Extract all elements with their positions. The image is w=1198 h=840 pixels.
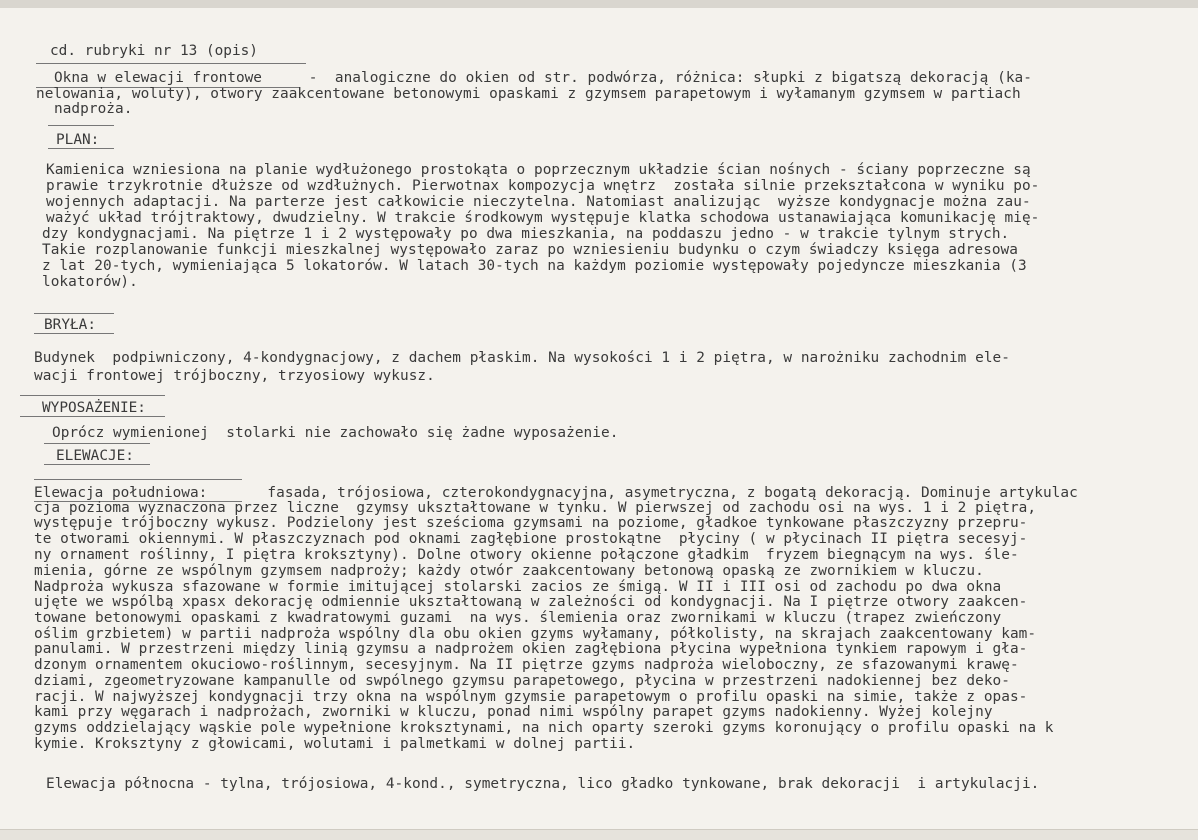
elewacje-line: te otworami okiennymi. W płaszczyznach pod oknami zagłębione prostokątne płyciny ( w płycinach II piętra secesyj-	[34, 531, 1028, 547]
plan-line: Kamienica wzniesiona na planie wydłużonego prostokąta o poprzecznym układzie ścian nośnych - ściany poprzeczne są	[46, 162, 1031, 178]
bryla-overline	[34, 313, 114, 314]
okna-line: nelowania, woluty), otwory zaakcentowane betonowymi opaskami z gzymsem parapetowym i wyłamanym gzymsem w partiach	[36, 86, 1021, 102]
document-header: cd. rubryki nr 13 (opis)	[50, 43, 258, 59]
okna-line: - analogiczne do okien od str. podwórza, różnica: słupki z bigatszą dekoracją (ka-	[300, 70, 1032, 86]
elewacje-line: mienia, górne ze wspólnym gzymsem nadproży; każdy otwór zaakcentowany betonową opaską ze zwornikiem w kluczu.	[34, 563, 984, 579]
plan-overline	[48, 125, 114, 126]
plan-line: z lat 20-tych, wymieniająca 5 lokatorów. W latach 30-tych na każdym poziomie występowały pojedyncze mieszkania (3	[42, 258, 1027, 274]
elewacje-line: ujęte we wspólbą xpasx dekorację odmiennie ukształtowaną w zależności od kondygnacji. Na I piętrze otwory zaakcen-	[34, 594, 1028, 610]
bryla-line: wacji frontowej trójboczny, trzyosiowy wykusz.	[34, 368, 435, 384]
wyposazenie-title: WYPOSAŻENIE:	[42, 400, 146, 416]
plan-line: prawie trzykrotnie dłuższe od wzdłużnych. Pierwotnax kompozycja wnętrz została silnie przekształcona w wyniku po-	[46, 178, 1040, 194]
elewacje-line: kymie. Kroksztyny z głowicami, wolutami i palmetkami w dolnej partii.	[34, 736, 636, 752]
page-top-edge	[0, 0, 1198, 8]
plan-title: PLAN:	[56, 132, 100, 148]
elewacje-line: cja pozioma wyznaczona przez liczne gzymsy ukształtowane w tynku. W pierwszej od zachodu osi na wys. 1 i 2 piętra,	[34, 500, 1037, 516]
header-rule	[36, 63, 306, 64]
elewacje-overline	[44, 443, 150, 444]
elewacje-line: oślim grzbietem) w partii nadproża wspólny dla obu okien gzyms wyłamany, półkolisty, na skrajach zaakcentowany kam-	[34, 626, 1037, 642]
wyposazenie-overline	[20, 395, 165, 396]
elewacje-line: Nadproża wykusza sfazowane w formie imitującej stolarski zacios ze śmigą. W II i III osi od zachodu po dwa okna	[34, 579, 1002, 595]
wyposazenie-line: Oprócz wymienionej stolarki nie zachowało się żadne wyposażenie.	[52, 425, 619, 441]
elewacje-line: występuje trójboczny wykusz. Podzielony jest sześcioma gzymsami na poziome, gładkoe tynkowane płaszczyzny przepru-	[34, 515, 1028, 531]
wyposazenie-underline	[20, 416, 165, 417]
plan-line: dzy kondygnacjami. Na piętrze 1 i 2 występowały po dwa mieszkania, na poddaszu jedno - w trakcie tylnym strych.	[42, 226, 1010, 242]
plan-underline	[48, 148, 114, 149]
okna-line: nadproża.	[54, 101, 133, 117]
elewacje-line: ny ornament roślinny, I piętra kroksztyny). Dolne otwory okienne połączone gładkim fryzem biegnącym na wys. śle-	[34, 547, 1019, 563]
elewacje-line: racji. W najwyższej kondygnacji trzy okna na wspólnym gzymsie parapetowym o profilu opaski na simie, także z opas-	[34, 689, 1028, 705]
poludniowa-label: Elewacja południowa:	[34, 485, 208, 501]
plan-line: Takie rozplanowanie funkcji mieszkalnej występowało zaraz po wzniesieniu budynku o czym świadczy księga adresowa	[42, 242, 1018, 258]
plan-line: ważyć układ trójtraktowy, dwudzielny. W trakcie środkowym występuje klatka schodowa ustanawiająca komunikację mię-	[46, 210, 1040, 226]
bryla-line: Budynek podpiwniczony, 4-kondygnacjowy, z dachem płaskim. Na wysokości 1 i 2 piętra, w narożniku zachodnim ele-	[34, 350, 1010, 366]
elewacje-title: ELEWACJE:	[56, 448, 134, 464]
page-bottom-edge	[0, 829, 1198, 840]
plan-line: wojennych adaptacji. Na parterze jest całkowicie nieczytelna. Natomiast analizując wyższe kondygnacje można zau-	[46, 194, 1031, 210]
bryla-underline	[34, 333, 114, 334]
elewacje-underline	[44, 464, 150, 465]
poludniowa-overline	[34, 479, 242, 480]
elewacje-line: panulami. W przestrzeni między linią gzymsu a nadprożem okien zagłębiona płycina wypełniona tynkiem rapowym i gła-	[34, 641, 1028, 657]
elewacje-line: dzonym ornamentem okuciowo-roślinnym, secesyjnym. Na II piętrze gzyms nadproża wieloboczny, ze sfazowanymi krawę-	[34, 657, 1019, 673]
elewacje-line: fasada, trójosiowa, czterokondygnacyjna, asymetryczna, z bogatą dekoracją. Dominuje artykulac	[250, 485, 1078, 501]
okna-label: Okna w elewacji frontowe	[54, 70, 262, 86]
bryla-title: BRYŁA:	[44, 317, 96, 333]
elewacje-line: gzyms oddzielający wąskie pole wypełnione kroksztynami, na nich oparty szeroki gzyms koronujący o profilu opaski na k	[34, 720, 1054, 736]
elewacje-line: kami przy węgarach i nadprożach, zworniki w kluczu, ponad nimi wspólny parapet gzyms nadokienny. Wyżej kolejny	[34, 704, 993, 720]
polnocna-line: Elewacja północna - tylna, trójosiowa, 4-kond., symetryczna, lico gładko tynkowane, brak dekoracji i artykulacji.	[46, 776, 1040, 792]
elewacje-line: dziami, zgeometryzowane kampanulle od swpólnego gzymsu parapetowego, płycina w przestrzeni nadokiennej bez deko-	[34, 673, 1010, 689]
elewacje-line: towane betonowymi opaskami z kwadratowymi guzami na wys. ślemienia oraz zwornikami w kluczu (trapez zwieńczony	[34, 610, 1002, 626]
plan-line: lokatorów).	[42, 274, 138, 290]
